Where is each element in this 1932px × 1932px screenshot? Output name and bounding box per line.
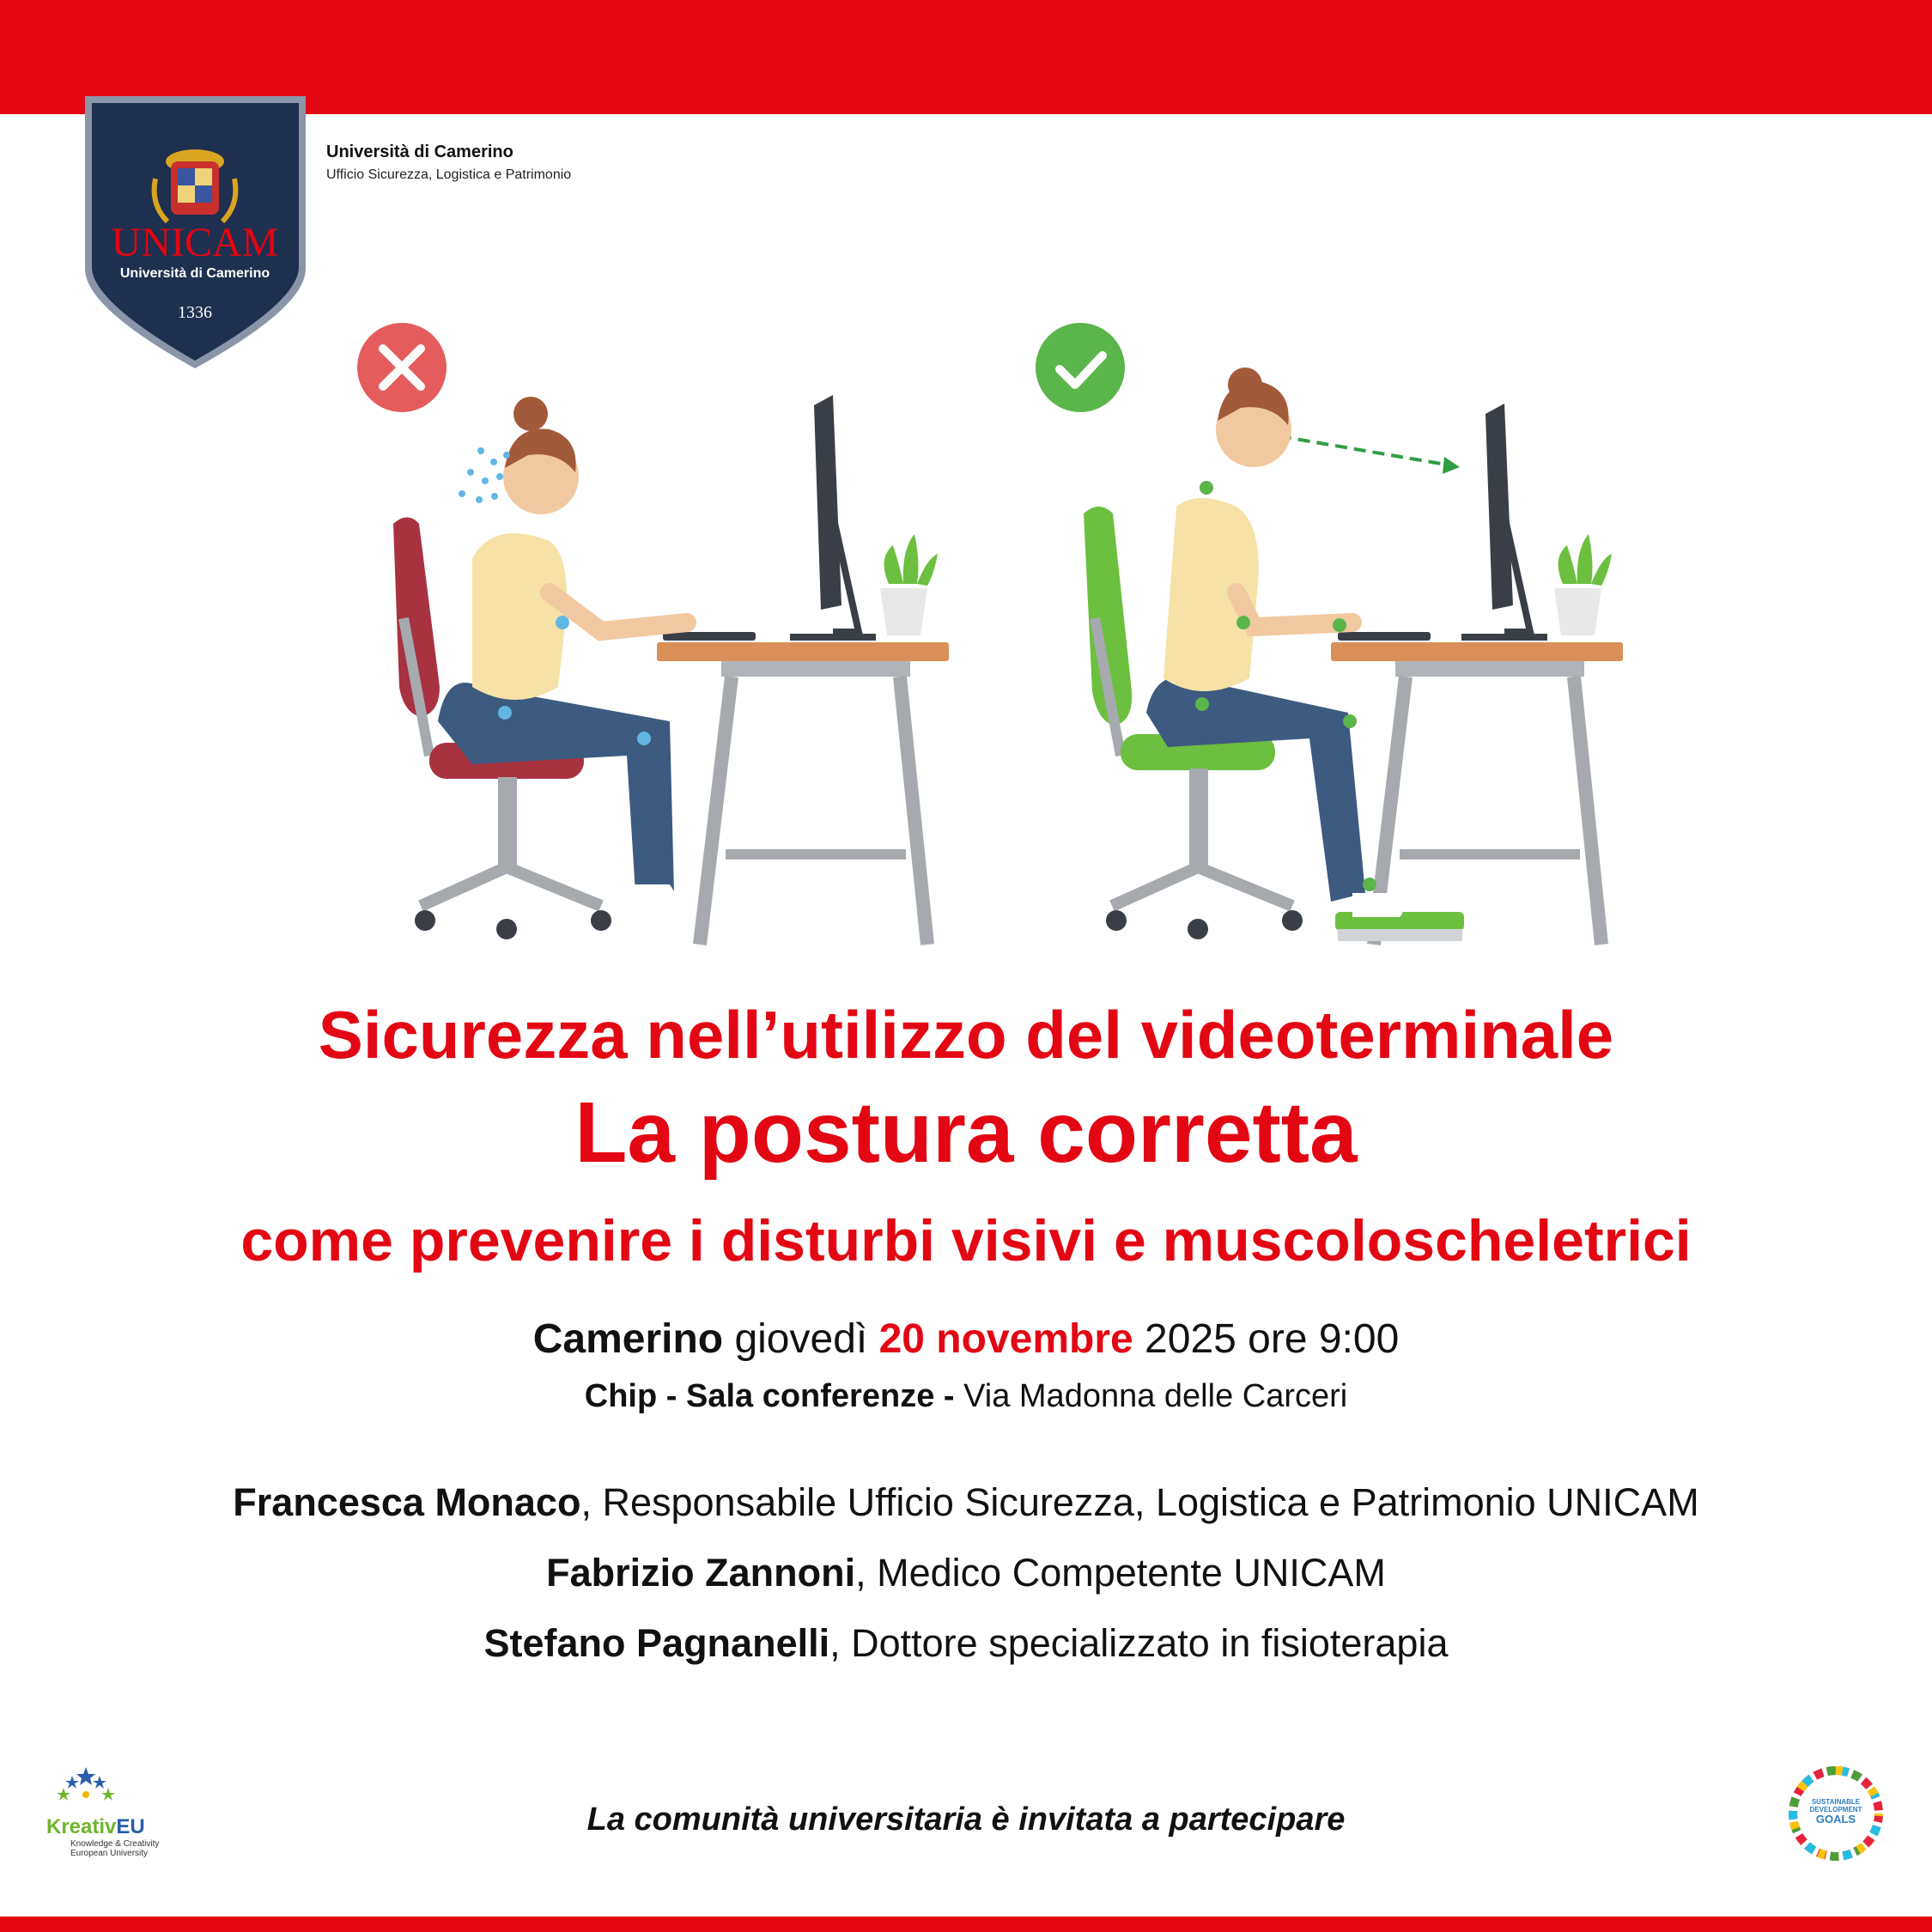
speaker-name: Stefano Pagnanelli: [483, 1621, 830, 1665]
sdg-wheel-logo: [1784, 1762, 1887, 1865]
check-mark-icon: [1036, 323, 1125, 412]
title-line-3: come prevenire i disturbi visivi e muscoloscheletrici: [240, 1208, 1692, 1273]
bottom-red-band: [0, 1917, 1932, 1932]
speaker-row: Francesca Monaco, Responsabile Ufficio Sicurezza, Logistica e Patrimonio UNICAM: [233, 1480, 1699, 1524]
svg-text:UNICAM: UNICAM: [111, 220, 279, 265]
speaker-role: Dottore specializzato in fisioterapia: [851, 1621, 1449, 1665]
venue-separator-2: -: [934, 1378, 964, 1414]
speaker-row: Fabrizio Zannoni, Medico Competente UNICAM: [546, 1551, 1386, 1595]
svg-text:1336: 1336: [178, 303, 212, 322]
event-date: 20 novembre: [878, 1316, 1133, 1362]
speaker-role: Responsabile Ufficio Sicurezza, Logistica e Patrimonio UNICAM: [602, 1480, 1699, 1524]
invitation-text: La comunità universitaria è invitata a partecipare: [586, 1801, 1346, 1838]
wrong-posture-scene: [357, 323, 949, 945]
university-name: Università di Camerino: [326, 143, 513, 161]
venue-room: Sala conferenze: [685, 1378, 935, 1414]
correct-posture-scene: [1036, 323, 1623, 945]
speaker-name: Fabrizio Zannoni: [546, 1551, 856, 1595]
office-name: Ufficio Sicurezza, Logistica e Patrimonio: [326, 167, 572, 182]
stars-icon: [65, 1767, 106, 1789]
speaker-name: Francesca Monaco: [233, 1480, 581, 1524]
kreativeu-logo: [43, 1767, 172, 1862]
speaker-role: Medico Competente UNICAM: [877, 1551, 1386, 1595]
event-year-time: 2025 ore 9:00: [1145, 1316, 1400, 1362]
svg-text:Università di Camerino: Università di Camerino: [119, 266, 270, 281]
unicam-shield-logo: [82, 93, 309, 372]
header-institution: [326, 143, 571, 183]
speaker-row: Stefano Pagnanelli, Dottore specializzato in fisioterapia: [483, 1621, 1449, 1665]
posture-illustration: [343, 309, 1666, 962]
venue-address: Via Madonna delle Carceri: [963, 1378, 1348, 1414]
venue-separator: -: [657, 1378, 686, 1414]
title-line-2: La postura corretta: [574, 1084, 1358, 1181]
sdg-label: SUSTAINABLE DEVELOPMENT GOALS: [1809, 1798, 1862, 1826]
event-date-line: [0, 1315, 1932, 1363]
event-weekday: giovedì: [734, 1316, 868, 1362]
kreativeu-tagline: Knowledge & Creativity European University: [70, 1839, 160, 1858]
event-venue-line: [0, 1378, 1932, 1415]
kreativeu-wordmark: KreativEU: [46, 1815, 145, 1838]
venue-name: Chip: [584, 1378, 658, 1414]
event-city: Camerino: [532, 1316, 724, 1362]
title-line-1: Sicurezza nell’utilizzo del videoterminale: [318, 997, 1614, 1072]
